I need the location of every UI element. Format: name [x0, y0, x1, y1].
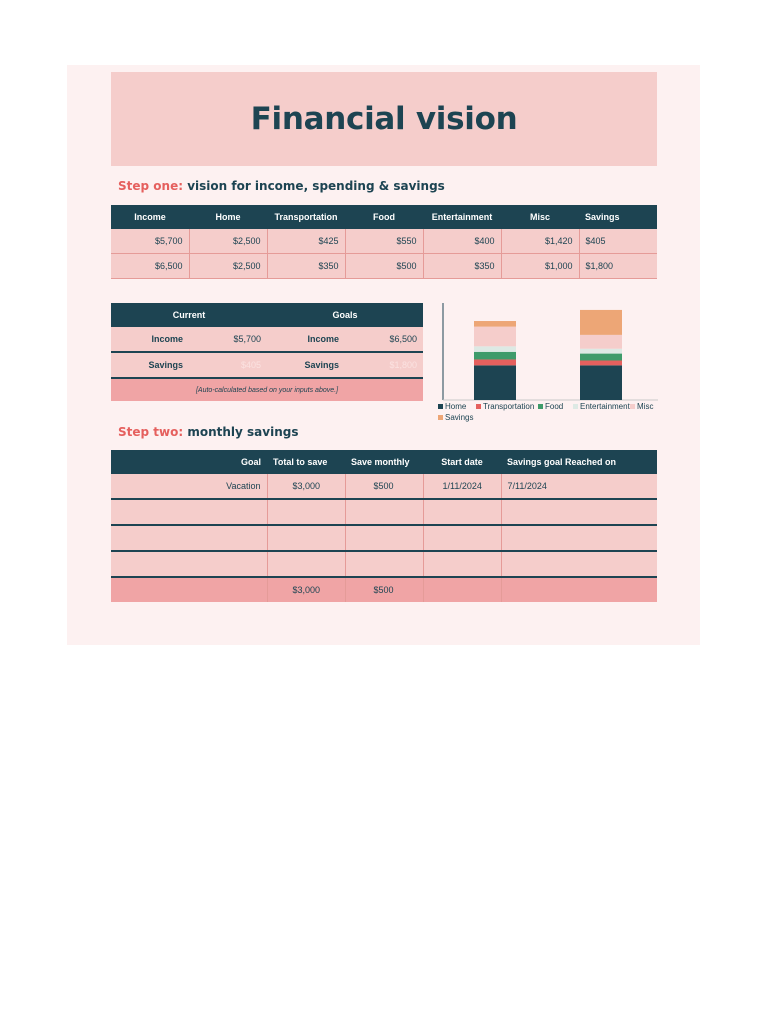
- current-savings-value[interactable]: $405: [189, 352, 267, 378]
- current-savings-label: Savings: [111, 352, 189, 378]
- totals-row: [111, 577, 657, 602]
- table-header-row: [111, 205, 657, 229]
- goal-reached-cell[interactable]: [501, 525, 657, 551]
- total-to-save-cell[interactable]: [267, 525, 345, 551]
- step-two-prefix: Step two:: [118, 425, 184, 439]
- totals-goal-reached: [501, 577, 657, 602]
- header-save-monthly: Save monthly: [345, 450, 423, 474]
- totals-start-date: [423, 577, 501, 602]
- totals-total-to-save: $3,000: [267, 577, 345, 602]
- bar-segment-transportation-goals: [580, 361, 622, 366]
- total-to-save-cell[interactable]: $3,000: [267, 474, 345, 499]
- summary-savings-row: [111, 352, 423, 378]
- table-row: [111, 229, 657, 254]
- header-goal-reached-on: Savings goal Reached on: [501, 450, 657, 474]
- table-cell[interactable]: $425: [267, 229, 345, 254]
- goal-savings-label: Savings: [267, 352, 345, 378]
- monthly-savings-table: [111, 450, 657, 602]
- table-header-row: [111, 450, 657, 474]
- bar-segment-home-goals: [580, 365, 622, 400]
- header-misc: Misc: [501, 205, 579, 229]
- header-savings: Savings: [579, 205, 657, 229]
- step-one-heading: [118, 179, 445, 193]
- current-income-label: Income: [111, 327, 189, 352]
- step-one-prefix: Step one:: [118, 179, 184, 193]
- save-monthly-cell[interactable]: [345, 551, 423, 577]
- table-cell[interactable]: $400: [423, 229, 501, 254]
- header-income: Income: [111, 205, 189, 229]
- table-cell[interactable]: $1,420: [501, 229, 579, 254]
- total-to-save-cell[interactable]: [267, 499, 345, 525]
- table-row: [111, 499, 657, 525]
- legend-swatch-entertainment: [573, 404, 578, 409]
- save-monthly-cell[interactable]: [345, 499, 423, 525]
- goal-income-label: Income: [267, 327, 345, 352]
- header-transportation: Transportation: [267, 205, 345, 229]
- header-total-to-save: Total to save: [267, 450, 345, 474]
- table-cell[interactable]: $5,700: [111, 229, 189, 254]
- table-cell[interactable]: $350: [267, 254, 345, 279]
- legend-label-misc: Misc: [637, 402, 654, 411]
- table-cell[interactable]: $550: [345, 229, 423, 254]
- current-income-value[interactable]: $5,700: [189, 327, 267, 352]
- stacked-bar-chart: [430, 298, 660, 428]
- step-two-text: monthly savings: [183, 425, 299, 439]
- table-row: [111, 254, 657, 279]
- goal-income-value[interactable]: $6,500: [345, 327, 423, 352]
- table-row: [111, 551, 657, 577]
- legend-swatch-food: [538, 404, 543, 409]
- bar-segment-entertainment-current: [474, 346, 516, 352]
- legend-swatch-savings: [438, 415, 443, 420]
- header-home: Home: [189, 205, 267, 229]
- summary-header-row: [111, 303, 423, 327]
- start-date-cell[interactable]: [423, 551, 501, 577]
- summary-table: [111, 303, 423, 401]
- start-date-cell[interactable]: [423, 499, 501, 525]
- goal-cell[interactable]: Vacation: [111, 474, 267, 499]
- goal-cell[interactable]: [111, 551, 267, 577]
- table-row: [111, 525, 657, 551]
- save-monthly-cell[interactable]: $500: [345, 474, 423, 499]
- goal-cell[interactable]: [111, 499, 267, 525]
- start-date-cell[interactable]: [423, 525, 501, 551]
- bar-segment-savings-current: [474, 321, 516, 327]
- header-goal: Goal: [111, 450, 267, 474]
- totals-goal-cell: [111, 577, 267, 602]
- start-date-cell[interactable]: 1/11/2024: [423, 474, 501, 499]
- table-cell[interactable]: $6,500: [111, 254, 189, 279]
- table-cell[interactable]: $2,500: [189, 229, 267, 254]
- bar-segment-food-goals: [580, 354, 622, 361]
- legend-label-entertainment: Entertainment: [580, 402, 630, 411]
- legend-swatch-home: [438, 404, 443, 409]
- header-goals: Goals: [267, 303, 423, 327]
- total-to-save-cell[interactable]: [267, 551, 345, 577]
- goal-cell[interactable]: [111, 525, 267, 551]
- legend-swatch-misc: [630, 404, 635, 409]
- bar-segment-food-current: [474, 352, 516, 360]
- table-cell[interactable]: $405: [579, 229, 657, 254]
- header-food: Food: [345, 205, 423, 229]
- auto-calc-note: [Auto-calculated based on your inputs above.]: [111, 378, 423, 401]
- goal-reached-cell[interactable]: 7/11/2024: [501, 474, 657, 499]
- goal-reached-cell[interactable]: [501, 499, 657, 525]
- step-one-text: vision for income, spending & savings: [183, 179, 445, 193]
- summary-income-row: [111, 327, 423, 352]
- bar-segment-misc-goals: [580, 335, 622, 349]
- table-cell[interactable]: $500: [345, 254, 423, 279]
- goal-savings-value[interactable]: $1,800: [345, 352, 423, 378]
- summary-note-row: [111, 378, 423, 401]
- legend-swatch-transportation: [476, 404, 481, 409]
- title-banner: [111, 72, 657, 166]
- bar-segment-home-current: [474, 365, 516, 400]
- table-cell[interactable]: $1,000: [501, 254, 579, 279]
- table-cell[interactable]: $350: [423, 254, 501, 279]
- table-cell[interactable]: $2,500: [189, 254, 267, 279]
- bar-segment-entertainment-goals: [580, 349, 622, 354]
- table-row: [111, 474, 657, 499]
- goal-reached-cell[interactable]: [501, 551, 657, 577]
- page-title: Financial vision: [250, 101, 518, 137]
- table-cell[interactable]: $1,800: [579, 254, 657, 279]
- totals-save-monthly: $500: [345, 577, 423, 602]
- bar-segment-transportation-current: [474, 359, 516, 365]
- step-two-heading: [118, 425, 298, 439]
- header-start-date: Start date: [423, 450, 501, 474]
- income-spending-table: [111, 205, 657, 279]
- save-monthly-cell[interactable]: [345, 525, 423, 551]
- header-entertainment: Entertainment: [423, 205, 501, 229]
- legend-label-home: Home: [445, 402, 467, 411]
- legend-label-savings: Savings: [445, 413, 474, 422]
- legend-label-transportation: Transportation: [483, 402, 535, 411]
- header-current: Current: [111, 303, 267, 327]
- bar-segment-misc-current: [474, 327, 516, 347]
- legend-label-food: Food: [545, 402, 564, 411]
- bar-segment-savings-goals: [580, 310, 622, 335]
